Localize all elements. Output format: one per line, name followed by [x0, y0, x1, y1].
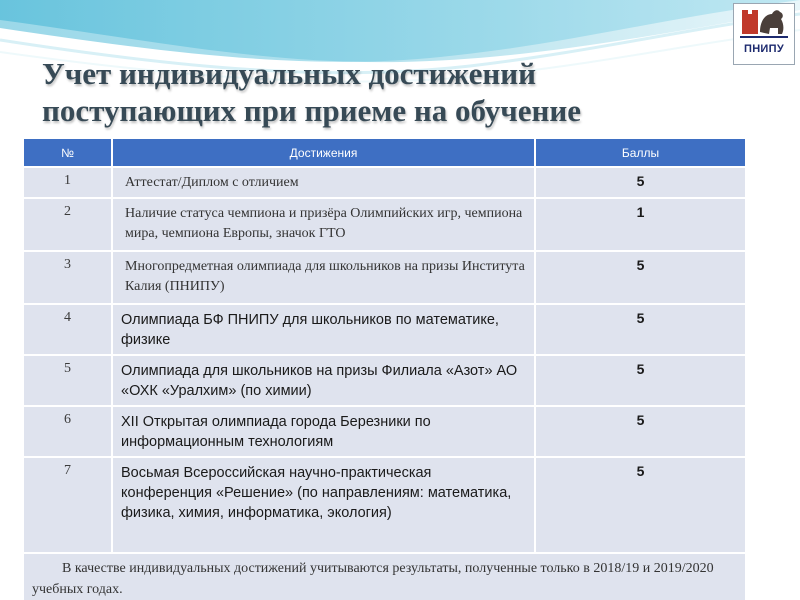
row-achievement: Аттестат/Диплом с отличием — [112, 167, 535, 198]
row-num: 2 — [23, 198, 112, 251]
university-logo — [733, 3, 795, 65]
row-score: 5 — [535, 251, 746, 304]
logo-text: ПНИПУ — [743, 43, 784, 55]
table-header-row — [23, 138, 746, 167]
row-num: 1 — [23, 167, 112, 198]
row-score: 5 — [535, 457, 746, 553]
page-title: Учет индивидуальных достижений поступающих при приеме на обучение — [42, 56, 581, 128]
row-num: 5 — [23, 355, 112, 406]
row-score: 5 — [535, 304, 746, 355]
table-row — [23, 355, 746, 406]
row-num: 6 — [23, 406, 112, 457]
header-achievement: Достижения — [112, 138, 535, 167]
table-row — [23, 457, 746, 553]
row-achievement: Олимпиада для школьников на призы Филиала «Азот» АО «ОХК «Уралхим» (по химии) — [112, 355, 535, 406]
row-achievement: XII Открытая олимпиада города Березники по информационным технологиям — [112, 406, 535, 457]
table-row — [23, 304, 746, 355]
row-num: 3 — [23, 251, 112, 304]
table-note: В качестве индивидуальных достижений учитываются результаты, полученные только в 2018/19 и 2019/2020 учебных годах. — [23, 553, 746, 600]
row-score: 5 — [535, 355, 746, 406]
bear-emblem-icon — [734, 4, 794, 44]
row-achievement: Восьмая Всероссийская научно-практическая конференция «Решение» (по направлениям: математика, физика, химия, информатика, экология) — [112, 457, 535, 553]
achievements-table — [22, 137, 747, 600]
table-row — [23, 198, 746, 251]
row-num: 4 — [23, 304, 112, 355]
table-note-row — [23, 553, 746, 600]
header-score: Баллы — [535, 138, 746, 167]
row-achievement: Наличие статуса чемпиона и призёра Олимпийских игр, чемпиона мира, чемпиона Европы, значок ГТО — [112, 198, 535, 251]
row-achievement: Олимпиада БФ ПНИПУ для школьников по математике, физике — [112, 304, 535, 355]
table-row — [23, 251, 746, 304]
table-row — [23, 406, 746, 457]
table-row — [23, 167, 746, 198]
row-num: 7 — [23, 457, 112, 553]
row-score: 1 — [535, 198, 746, 251]
row-score: 5 — [535, 167, 746, 198]
header-num: № — [23, 138, 112, 167]
row-score: 5 — [535, 406, 746, 457]
row-achievement: Многопредметная олимпиада для школьников на призы Института Калия (ПНИПУ) — [112, 251, 535, 304]
